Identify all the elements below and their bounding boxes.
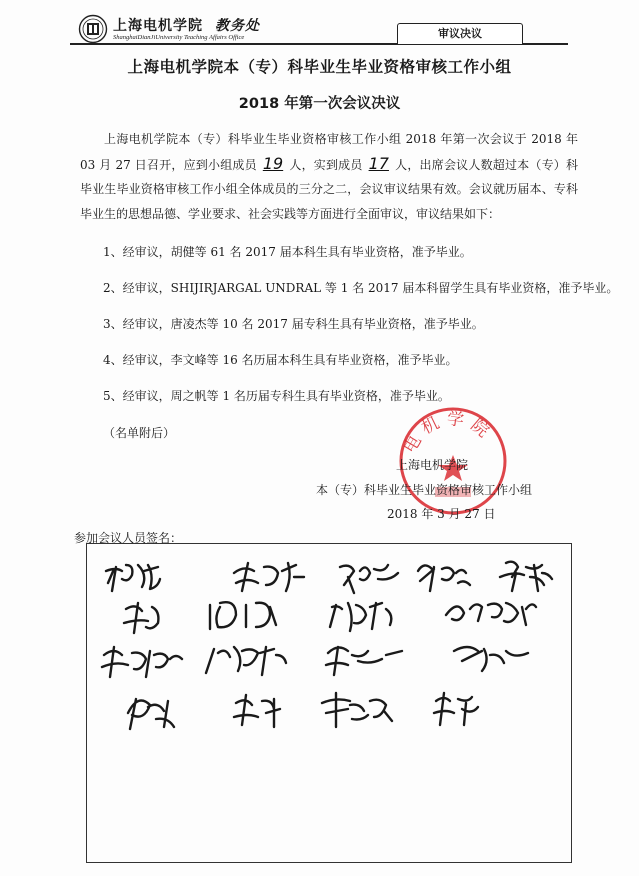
department-name: 教务处 [215,18,260,34]
attendees-label: 参加会议人员签名： [74,531,183,545]
members-present: 17 [368,153,389,173]
signature-16 [322,693,392,727]
signature-2 [234,563,304,591]
document-title: 上海电机学院本（专）科毕业生毕业资格审核工作小组 [127,58,512,76]
signature-org: 上海电机学院 [396,458,469,472]
intro-text-2: 人，实到成员 [289,157,363,172]
org-name: 上海电机学院 [113,18,203,34]
intro-paragraph [80,127,578,226]
svg-text:电机学院: 电机学院 [399,409,498,457]
members-expected: 19 [262,153,284,173]
signature-10 [102,647,182,677]
signature-date: 2018 年 3 月 27 日 [387,507,496,521]
signature-13 [454,647,528,671]
signature-4 [418,565,470,591]
signature-11 [206,647,286,675]
signature-17 [434,693,478,725]
resolution-item: 1、经审议，胡健等 61 名 2017 届本科生具有毕业资格，准予毕业。 [103,245,472,259]
signature-5 [500,562,552,591]
org-subtitle: ShanghaiDianJiUniversity Teaching Affairs Office [113,34,245,41]
resolution-item: 5、经审议，周之帆等 1 名历届专科生具有毕业资格，准予毕业。 [103,389,450,403]
resolution-item: 3、经审议，唐凌杰等 10 名 2017 届专科生具有毕业资格，准予毕业。 [103,317,484,331]
signature-group: 本（专）科毕业生毕业资格审核工作小组 [316,483,533,497]
signature-1 [106,565,160,591]
document-type-tab: 审议决议 [397,23,523,44]
resolution-item: 4、经审议，李文峰等 16 名历届本科生具有毕业资格，准予毕业。 [103,353,458,367]
intro-text-3: 人，出席会议人数超过本（专）科毕业生毕业资格审核工作小组全体成员的三分之二，会议审议结果有效。会议就历届本、专科毕业生的思想品德、学业要求、社会实践等方面进行全面审议，审议结果如下： [80,157,578,221]
signature-7 [210,602,276,629]
signature-8 [330,603,391,631]
signature-15 [234,695,280,727]
handwritten-signatures [86,543,572,763]
intro-text-1: 上海电机学院本（专）科毕业生毕业资格审核工作小组 2018 年第一次会议于 2018 年 03 月 27 日召开，应到小组成员 [80,132,578,172]
signature-14 [128,699,174,729]
document-subtitle: 2018 年第一次会议决议 [238,96,401,112]
attachment-note: （名单附后） [103,426,176,440]
resolution-list [103,240,619,420]
university-logo [78,14,108,44]
resolution-item: 2、经审议，SHIJIRJARGAL UNDRAL 等 1 名 2017 届本科留学生具有毕业资格，准予毕业。 [103,281,619,295]
signature-9 [446,603,536,625]
signature-6 [124,603,158,633]
signature-12 [326,647,402,675]
signature-3 [340,565,398,593]
